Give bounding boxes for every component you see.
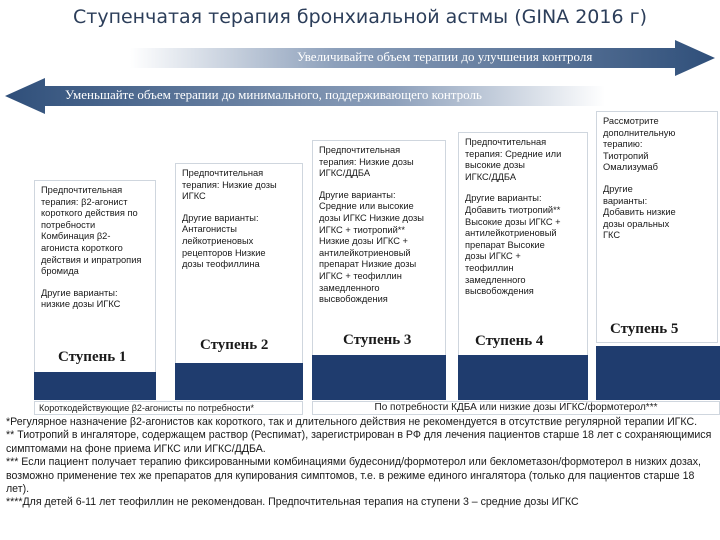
step-4-other-line: Высокие дозы ИГКС + [465, 216, 561, 227]
step-2-preferred-line: ИГКС [182, 191, 206, 202]
reliever-left [34, 401, 303, 415]
step-5-box [596, 111, 718, 343]
step-4-other-line: антилейкотриеновый [465, 228, 557, 239]
step-4-other-line: Добавить тиотропий** [465, 204, 561, 215]
step-5-other-line: Другие [603, 183, 633, 194]
step-2-preferred-line: терапия: Низкие дозы [182, 179, 277, 190]
step-3-other-line: высвобождения [319, 294, 388, 305]
step-2-other-line: лейкотриеновых [182, 235, 254, 246]
step-1-box [34, 180, 156, 375]
step-5-other [603, 184, 711, 242]
step-2-preferred-line: Предпочтительная [182, 168, 264, 178]
step-3-other-line: Низкие дозы ИГКС + [319, 236, 408, 247]
step-3-other-line: антилейкотриеновый [319, 247, 411, 258]
step-2-other-line: рецепторов Низкие [182, 247, 266, 258]
step-1-preferred-line: Предпочтительная [41, 185, 123, 195]
step-3-bar [312, 355, 446, 400]
step-5-preferred-line: Рассмотрите [603, 116, 659, 126]
step-4-other-line: теофиллин [465, 262, 514, 273]
step-2-label: Ступень 2 [200, 337, 269, 353]
step-1-bar [34, 372, 156, 400]
step-1-label: Ступень 1 [58, 349, 127, 365]
step-4-preferred-line: ИГКС/ДДБА [465, 171, 517, 182]
decrease-arrow-label: Уменьшайте объем терапии до минимального, поддерживающего контроль [65, 87, 482, 102]
step-4-label: Ступень 4 [475, 333, 544, 349]
step-4-preferred [465, 137, 581, 183]
step-5-preferred-line: дополнительную [603, 127, 676, 138]
step-2-bar [175, 363, 303, 400]
step-5-other-line: ГКС [603, 230, 621, 241]
step-4-bar [458, 355, 588, 400]
step-1-preferred-line: действия и ипратропия [41, 254, 142, 265]
step-4-box [458, 132, 588, 358]
footnotes [0, 416, 720, 540]
step-4-preferred-line: высокие дозы [465, 160, 525, 171]
step-2-preferred [182, 168, 296, 203]
step-3-preferred-line: ИГКС/ДДБА [319, 168, 371, 179]
step-4-other-line: дозы ИГКС + [465, 251, 521, 262]
step-3-label: Ступень 3 [343, 332, 412, 348]
step-3-preferred-line: Предпочтительная [319, 145, 401, 155]
step-5-other-line: Добавить низкие [603, 207, 676, 218]
footnote-4: ****Для детей 6-11 лет теофиллин не рекомендован. Предпочтительная терапия на ступени 3 – средние дозы ИГКС [6, 496, 579, 509]
step-1-preferred-line: короткого действия по [41, 208, 138, 219]
step-1-other-line: Другие варианты: [41, 287, 118, 298]
step-4-other-line: препарат Высокие [465, 239, 545, 250]
step-3-other-line: Средние или высокие [319, 201, 414, 212]
step-5-preferred [603, 116, 711, 174]
step-4-other [465, 193, 581, 297]
footnote-1: *Регулярное назначение β2-агонистов как короткого, так и длительного действия не рекомендуется в отсутствие регулярной терапии ИГКС. [6, 416, 698, 428]
step-3-other [319, 190, 439, 306]
step-1-preferred-line: Комбинация β2- [41, 231, 111, 242]
step-4-preferred-line: терапия: Средние или [465, 148, 562, 159]
step-4-other-line: замедленного [465, 274, 526, 285]
step-1-preferred-line: терапия: β2-агонист [41, 196, 128, 207]
page-title: Ступенчатая терапия бронхиальной астмы (GINA 2016 г) [72, 6, 647, 28]
step-3-other-line: Другие варианты: [319, 189, 396, 200]
step-1-other-line: низкие дозы ИГКС [41, 299, 121, 310]
step-4-other-line: высвобождения [465, 286, 534, 297]
step-5-preferred-line: терапию: [603, 139, 643, 150]
step-1-preferred-line: агониста короткого [41, 242, 123, 253]
step-2-other-line: Другие варианты: [182, 212, 259, 223]
step-3-other-line: ИГКС + тиотропий** [319, 224, 406, 235]
step-2-other-line: дозы теофиллина [182, 259, 260, 270]
step-1-preferred [41, 185, 149, 278]
step-1-other [41, 288, 149, 311]
step-5-preferred-line: Омализумаб [603, 162, 659, 173]
reliever-right [312, 401, 720, 415]
step-5-preferred-line: Тиотропий [603, 150, 649, 161]
step-5-other-line: варианты: [603, 195, 648, 206]
step-1-preferred-line: бромида [41, 266, 79, 277]
reliever-left-text: Короткодействующие β2-агонисты по потребности* [39, 403, 254, 413]
step-1-preferred-line: потребности [41, 219, 96, 230]
step-3-other-line: замедленного [319, 282, 380, 293]
step-3-other-line: дозы ИГКС Низкие дозы [319, 212, 424, 223]
footnote-3: *** Если пациент получает терапию фиксированными комбинациями будесонид/формотерол или беклометазон/формотерол в низких дозах, возможно применение тех же препаратов для купирования симптомов, т.е. в режиме единого ингалятора (только для пациентов старше 18 лет). [6, 456, 701, 496]
reliever-right-text: По потребности КДБА или низкие дозы ИГКС/формотерол*** [374, 402, 658, 413]
step-4-preferred-line: Предпочтительная [465, 137, 547, 147]
footnote-2: ** Тиотропий в ингаляторе, содержащем раствор (Респимат), зарегистрирован в РФ для лечения пациентов старше 18 лет с сохраняющимися симптомами на фоне приема ИГКС или ИГКС/ДДБА. [6, 429, 712, 455]
step-5-other-line: дозы оральных [603, 218, 670, 229]
step-3-preferred-line: терапия: Низкие дозы [319, 156, 414, 167]
step-2-other-line: Антагонисты [182, 224, 237, 235]
step-5-label: Ступень 5 [610, 321, 679, 337]
step-3-other-line: ИГКС + теофиллин [319, 270, 402, 281]
step-3-other-line: препарат Низкие дозы [319, 259, 417, 270]
step-2-other [182, 213, 296, 271]
increase-arrow-label: Увеличивайте объем терапии до улучшения контроля [297, 49, 593, 64]
step-5-bar [596, 346, 720, 400]
step-4-other-line: Другие варианты: [465, 193, 542, 204]
step-3-preferred [319, 145, 439, 180]
